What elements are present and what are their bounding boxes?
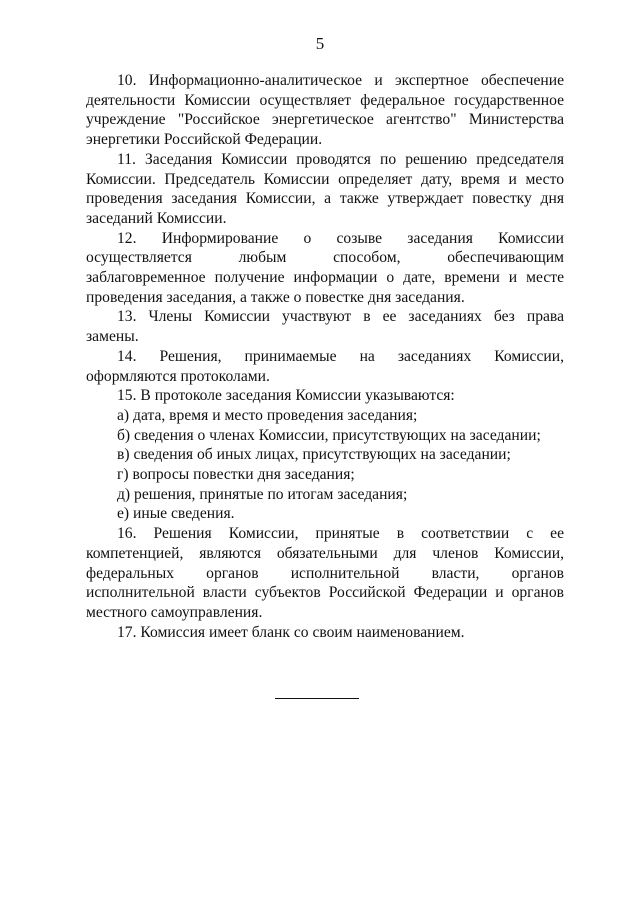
paragraph-line: 17. Комиссия имеет бланк со своим наименованием. — [117, 623, 465, 641]
paragraph-line: 16. Решения Комиссии, принятые в соответствии с ее — [117, 525, 564, 543]
paragraph-line: компетенцией, являются обязательными для членов Комиссии, — [86, 544, 564, 562]
paragraph-line: проведения заседания, а также о повестке дня заседания. — [86, 288, 465, 306]
paragraph-line: местного самоуправления. — [86, 603, 263, 621]
document-body — [86, 71, 564, 642]
paragraph-line: заблаговременное получение информации о дате, времени и месте — [86, 269, 564, 287]
paragraph-line: исполнительной власти субъектов Российской Федерации и органов — [86, 584, 564, 602]
paragraph-line: осуществляется любым способом, обеспечивающим — [86, 249, 564, 267]
paragraph-line: учреждение "Российское энергетическое агентство" Министерства — [86, 111, 564, 129]
paragraph-line: проведения заседания Комиссии, а также утверждает повестку дня — [86, 190, 564, 208]
list-item: в) сведения об иных лицах, присутствующих на заседании; — [117, 446, 511, 464]
paragraph-line: 12. Информирование о созыве заседания Комиссии — [117, 229, 564, 247]
paragraph-16 — [86, 524, 564, 623]
list-item: е) иные сведения. — [117, 505, 235, 523]
paragraph-line: 11. Заседания Комиссии проводятся по решению председателя — [117, 150, 564, 168]
page-number: 5 — [315, 34, 325, 53]
paragraph-15 — [86, 386, 564, 524]
list-item: а) дата, время и место проведения заседания; — [117, 406, 418, 424]
paragraph-10 — [86, 71, 564, 150]
end-separator-line — [275, 698, 359, 699]
list-item: б) сведения о членах Комиссии, присутствующих на заседании; — [117, 426, 541, 444]
list-item: д) решения, принятые по итогам заседания; — [117, 485, 408, 503]
paragraph-line: 14. Решения, принимаемые на заседаниях Комиссии, — [117, 347, 564, 365]
paragraph-line: Комиссии. Председатель Комиссии определяет дату, время и место — [86, 170, 564, 188]
paragraph-intro: 15. В протоколе заседания Комиссии указываются: — [117, 387, 455, 405]
paragraph-11 — [86, 150, 564, 229]
paragraph-13 — [86, 307, 564, 346]
paragraph-line: замены. — [86, 328, 139, 346]
paragraph-line: 13. Члены Комиссии участвуют в ее заседаниях без права — [117, 308, 564, 326]
paragraph-12 — [86, 229, 564, 308]
paragraph-line: заседаний Комиссии. — [86, 209, 227, 227]
paragraph-14 — [86, 347, 564, 386]
paragraph-line: федеральных органов исполнительной власти, органов — [86, 564, 564, 582]
list-item: г) вопросы повестки дня заседания; — [117, 466, 355, 484]
paragraph-line: 10. Информационно-аналитическое и экспертное обеспечение — [117, 72, 564, 89]
paragraph-17 — [86, 623, 564, 643]
paragraph-line: энергетики Российской Федерации. — [86, 131, 323, 149]
paragraph-line: оформляются протоколами. — [86, 367, 270, 385]
paragraph-line: деятельности Комиссии осуществляет федеральное государственное — [86, 91, 564, 109]
